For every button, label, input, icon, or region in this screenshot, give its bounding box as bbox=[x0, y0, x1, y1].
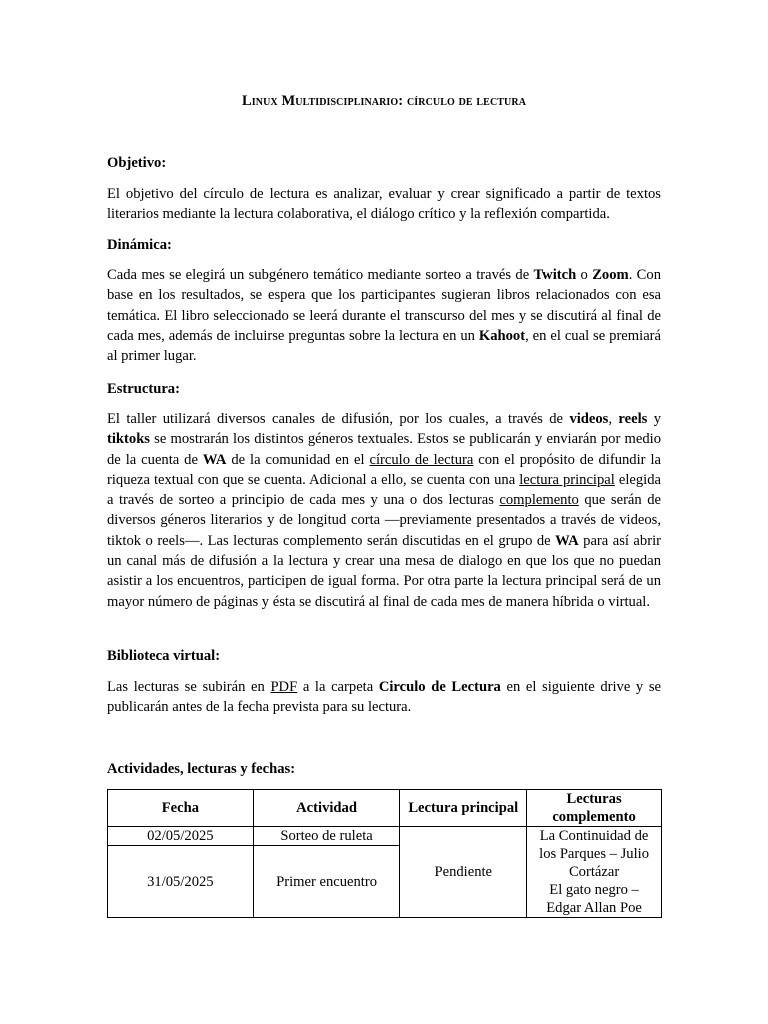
actividad-cell: Primer encuentro bbox=[253, 846, 400, 918]
biblioteca-text: Las lecturas se subirán en PDF a la carpeta Circulo de Lectura en el siguiente drive y se publicarán antes de la fecha prevista para su lectura. bbox=[107, 679, 661, 716]
column-header: Lectura principal bbox=[400, 790, 527, 827]
activities-table bbox=[107, 789, 662, 918]
actividades-heading: Actividades, lecturas y fechas: bbox=[107, 761, 296, 777]
objetivo-text: El objetivo del círculo de lectura es analizar, evaluar y crear significado a partir de textos literarios mediante la lectura colaborativa, el diálogo crítico y la reflexión compartida. bbox=[107, 186, 661, 223]
column-header: Actividad bbox=[253, 790, 400, 827]
column-header: Fecha bbox=[108, 790, 254, 827]
title-part: L bbox=[241, 93, 252, 109]
column-header: Lecturas complemento bbox=[527, 790, 662, 827]
fecha-cell: 02/05/2025 bbox=[108, 827, 254, 846]
lectura-principal-cell: Pendiente bbox=[400, 827, 527, 918]
pdf-link: PDF bbox=[270, 679, 298, 695]
actividad-cell: Sorteo de ruleta bbox=[253, 827, 400, 846]
table-row bbox=[108, 827, 662, 846]
estructura-heading: Estructura: bbox=[107, 381, 180, 397]
table-header-row bbox=[108, 790, 662, 827]
page-title bbox=[107, 93, 661, 110]
objetivo-heading: Objetivo: bbox=[107, 155, 167, 171]
fecha-cell: 31/05/2025 bbox=[108, 846, 254, 918]
biblioteca-heading: Biblioteca virtual: bbox=[107, 648, 221, 664]
lecturas-complemento-cell bbox=[527, 827, 662, 918]
complemento-item: El gato negro – Edgar Allan Poe bbox=[546, 882, 642, 916]
dinamica-heading: Dinámica: bbox=[107, 237, 172, 253]
title-part: M bbox=[281, 93, 296, 109]
title-part: ultidisciplinario: círculo de lectura bbox=[295, 93, 527, 109]
complemento-item: La Continuidad de los Parques – Julio Cortázar bbox=[539, 828, 649, 880]
dinamica-text: Cada mes se elegirá un subgénero temático mediante sorteo a través de Twitch o Zoom. Con base en los resultados, se espera que los participantes sugieran libros relacionados con esa temática. El libro seleccionado se leerá durante el transcurso del mes y se discutirá al final de cada mes, además de incluirse preguntas sobre la lectura en un Kahoot, en el cual se premiará al primer lugar. bbox=[107, 267, 662, 365]
circulo-de-lectura-link: círculo de lectura bbox=[369, 451, 474, 468]
title-part: inux bbox=[251, 93, 278, 109]
estructura-text: El taller utilizará diversos canales de difusión, por los cuales, a través de videos, reels y tiktoks se mostrarán los distintos géneros textuales. Estos se publicarán y enviarán por medio de la cuenta de WA de la comunidad en el círculo de lectura con el propósito de difundir la riqueza textual con que se cuenta. Adicional a ello, se cuenta con una lectura principal elegida a través de sorteo a principio de cada mes y una o dos lecturas complemento que serán de diversos géneros literarios y de longitud corta —previamente presentados a través de videos, tiktok o reels—. Las lecturas complemento serán discutidas en el grupo de WA para así abrir un canal más de difusión a la lectura y crear una mesa de dialogo en que los que no puedan asistir a los encuentros, participen de igual forma. Por otra parte la lectura principal será de un mayor número de páginas y ésta se discutirá al final de cada mes de manera híbrida o virtual. bbox=[107, 411, 662, 610]
